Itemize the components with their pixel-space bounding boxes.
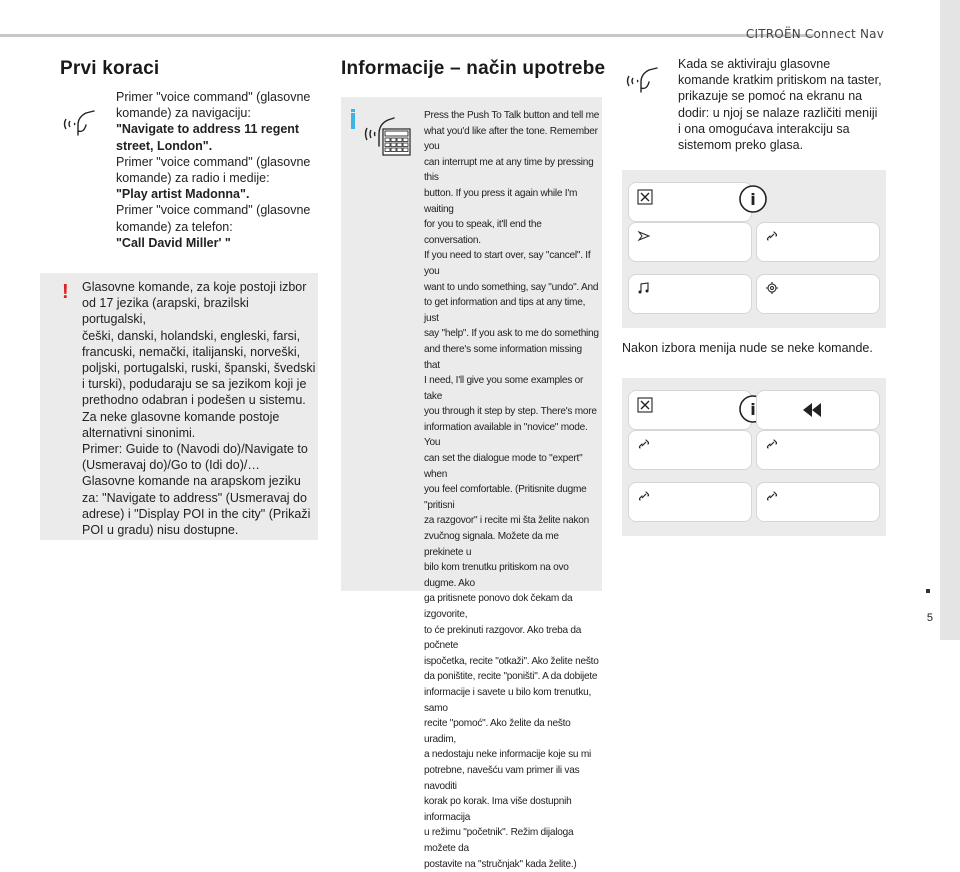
text-line: Kada se aktiviraju glasovne [678,56,888,72]
text-line: da poništite, recite "poništi". A da dobijete [424,669,600,685]
back-button[interactable] [756,390,880,430]
text-line: street, London". [116,138,316,154]
text-line: can set the dialogue mode to "expert" when [424,451,600,482]
push-to-talk-instructions [424,108,600,872]
text-line: za: "Navigate to address" (Usmeravaj do [82,490,316,506]
text-line: Primer: Guide to (Navodi do)/Navigate to [82,441,316,457]
text-line: korak po korak. Ima više dostupnih informacija [424,794,600,825]
text-line: Za neke glasovne komande postoje [82,409,316,425]
info-mark [351,113,355,129]
text-line: češki, danski, holandski, engleski, farsi, [82,328,316,344]
text-line: Primer "voice command" (glasovne [116,154,316,170]
text-line: what you'd like after the tone. Remember you [424,124,600,155]
text-line: u režimu "početnik". Režim dijaloga možete da [424,825,600,856]
text-line: and there's some information missing that [424,342,600,373]
text-line: potrebne, navešću vam primer ili vas navoditi [424,763,600,794]
text-line: informacije i savete u bilo kom trenutku, samo [424,685,600,716]
text-line: sistemom preko glasa. [678,137,888,153]
settings-menu-button[interactable] [756,274,880,314]
text-line: "Navigate to address 11 regent [116,121,316,137]
phone-icon [765,437,779,451]
command-button-4[interactable] [756,482,880,522]
text-line: prethodno odabran i podešen u sistemu. [82,392,316,408]
close-x-icon [637,397,653,413]
text-line: i turski), podudaraju se sa jezikom koji je [82,376,316,392]
text-line: say "help". If you ask to me do something [424,326,600,342]
text-line: "Play artist Madonna". [116,186,316,202]
phone-icon [765,229,779,243]
text-line: information available in "novice" mode. You [424,420,600,451]
rewind-back-icon [801,401,823,419]
close-x-icon [637,189,653,205]
command-button-3[interactable] [628,482,752,522]
text-line: to će prekinuti razgovor. Ako treba da počnete [424,623,600,654]
warning-note-text [82,279,316,538]
navigation-arrow-icon [637,229,651,243]
svg-text:i: i [750,190,755,209]
text-line: i ona omogućava interakciju sa [678,121,888,137]
close-button[interactable] [628,182,752,222]
page-number: 5 [927,612,933,624]
phone-icon [637,437,651,451]
info-mark-dot [351,109,355,112]
text-line: POI u gradu) nisu dostupne. [82,522,316,538]
push-to-talk-keypad-icon [364,116,412,156]
text-line: I need, I'll give you some examples or take [424,373,600,404]
text-line: want to undo something, say "undo". And [424,280,600,296]
phone-menu-button[interactable] [756,222,880,262]
text-line: adrese) i "Display POI in the city" (Prikaži [82,506,316,522]
text-line: komande) za navigaciju: [116,105,316,121]
text-line: can interrupt me at any time by pressing this [424,155,600,186]
voice-command-icon [62,109,98,139]
command-button-2[interactable] [756,430,880,470]
settings-gear-icon [765,281,779,295]
page-dot-marker [926,589,930,593]
text-line: Glasovne komande, za koje postoji izbor [82,279,316,295]
voice-command-icon [625,66,661,96]
text-line: francuski, nemački, italijanski, norveški, [82,344,316,360]
phone-icon [637,489,651,503]
text-line: recite "pomoć". Ako želite da nešto uradim, [424,716,600,747]
text-line: za razgovor" i recite mi šta želite nakon [424,513,600,529]
page-side-bar [940,0,960,640]
voice-help-screen-main [622,170,886,328]
close-button[interactable] [628,390,752,430]
text-line: for you to speak, it'll end the conversation. [424,217,600,248]
navigation-menu-button[interactable] [628,222,752,262]
text-line: Press the Push To Talk button and tell me [424,108,600,124]
text-line: ispočetka, recite "otkaži". Ako želite nešto [424,654,600,670]
text-line: If you need to start over, say "cancel". If you [424,248,600,279]
text-line: komande) za telefon: [116,219,316,235]
command-button-1[interactable] [628,430,752,470]
info-circle-icon[interactable] [738,184,768,214]
text-line: poljski, portugalski, ruski, španski, švedski [82,360,316,376]
text-line: komande kratkim pritiskom na taster, [678,72,888,88]
section-title-first-steps: Prvi koraci [60,58,159,80]
svg-text:i: i [750,400,755,419]
text-line: "Call David Miller' " [116,235,316,251]
text-line: ga pritisnete ponovo dok čekam da izgovorite, [424,591,600,622]
text-line: a nedostaju neke informacije koje su mi [424,747,600,763]
music-note-icon [637,281,651,295]
text-line: prikazuje se pomoć na ekranu na [678,88,888,104]
text-line: Primer "voice command" (glasovne [116,89,316,105]
phone-icon [765,489,779,503]
voice-command-examples [116,89,316,251]
text-line: komande) za radio i medije: [116,170,316,186]
submenu-caption: Nakon izbora menija nude se neke komande. [622,341,873,355]
text-line: zvučnog signala. Možete da me prekinete u [424,529,600,560]
text-line: Primer "voice command" (glasovne [116,202,316,218]
touchscreen-help-intro [678,56,888,153]
brand-title: CITROËN Connect Nav [746,27,884,41]
text-line: you through it step by step. There's more [424,404,600,420]
text-line: you feel comfortable. (Pritisnite dugme "pritisni [424,482,600,513]
warning-mark: ! [62,281,69,304]
text-line: bilo kom trenutku pritiskom na ovo dugme. Ako [424,560,600,591]
voice-help-screen-submenu [622,378,886,536]
text-line: dodir: u njoj se nalaze različiti meniji [678,105,888,121]
text-line: (Usmeravaj do)/Go to (Idi do)/… [82,457,316,473]
media-menu-button[interactable] [628,274,752,314]
text-line: button. If you press it again while I'm waiting [424,186,600,217]
text-line: to get information and tips at any time, just [424,295,600,326]
text-line: alternativni sinonimi. [82,425,316,441]
text-line: postavite na "stručnjak" kada želite.) [424,857,600,872]
text-line: Glasovne komande na arapskom jeziku [82,473,316,489]
text-line: od 17 jezika (arapski, brazilski portugalski, [82,295,316,327]
header-rule [0,34,814,37]
section-title-info-usage: Informacije – način upotrebe [341,58,605,80]
